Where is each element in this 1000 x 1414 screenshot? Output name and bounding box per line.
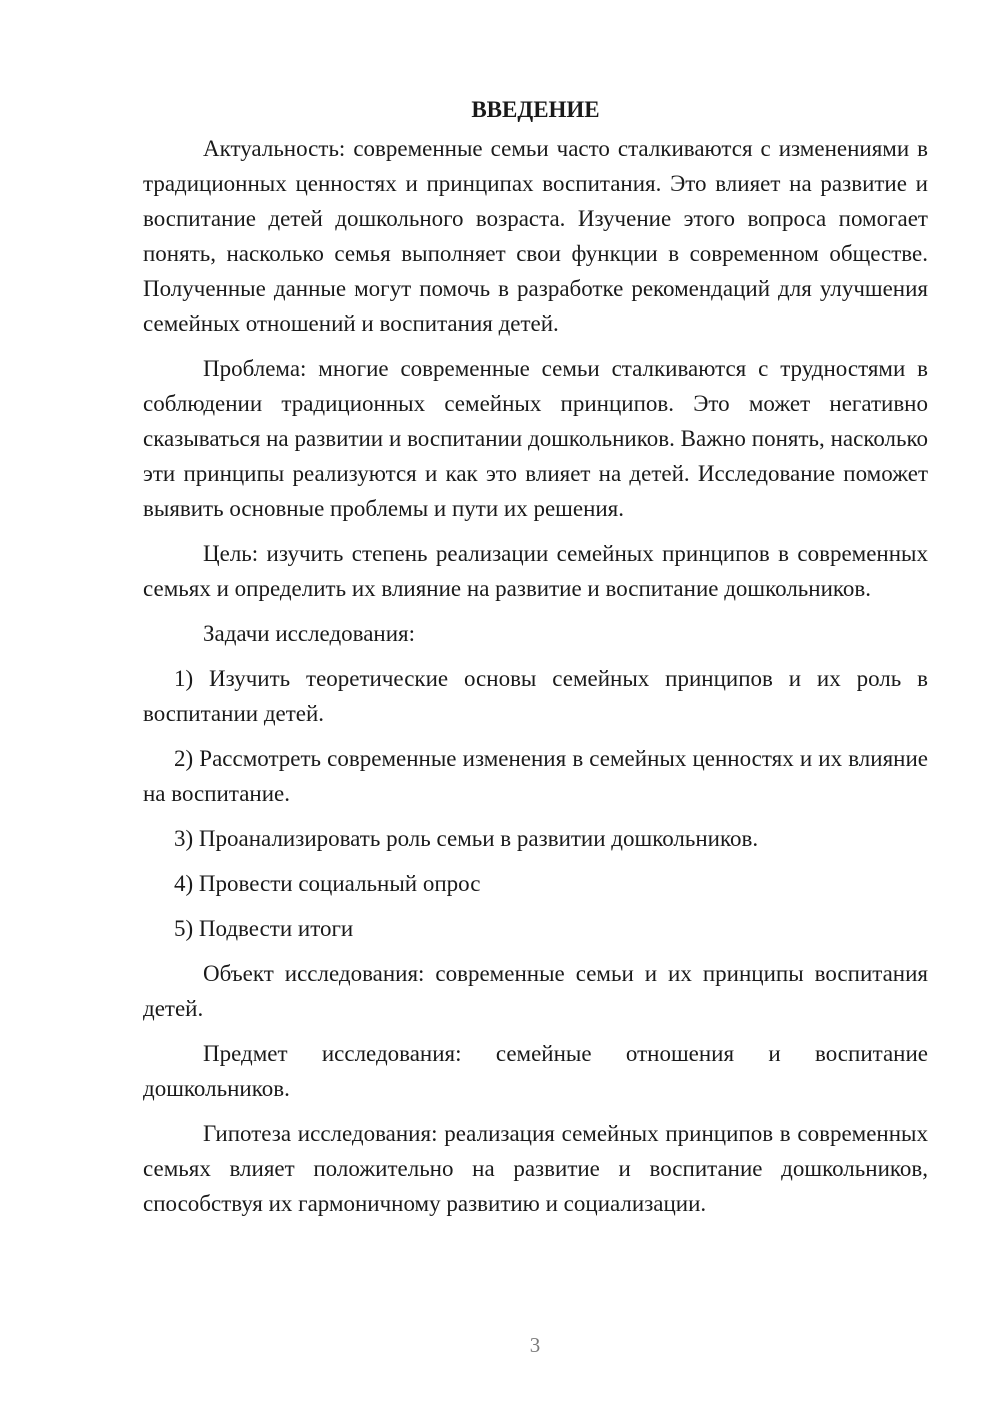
tasks-heading: Задачи исследования: <box>203 621 416 646</box>
task-item: 3) Проанализировать роль семьи в развитии дошкольников. <box>174 826 759 851</box>
goal-paragraph: Цель: изучить степень реализации семейных принципов в современных семьях и определить их влияние на развитие и воспитание дошкольников. <box>143 541 928 601</box>
task-item: 1) Изучить теоретические основы семейных принципов и их роль в воспитании детей. <box>143 666 928 726</box>
hypothesis-paragraph: Гипотеза исследования: реализация семейных принципов в современных семьях влияет положительно на развитие и воспитание дошкольников, способствуя их гармоничному развитию и социализации. <box>143 1121 928 1216</box>
task-item: 4) Провести социальный опрос <box>174 871 481 896</box>
relevance-paragraph: Актуальность: современные семьи часто сталкиваются с изменениями в традиционных ценностях и принципах воспитания. Это влияет на развитие и воспитание детей дошкольного возраста. Изучение этого вопроса помогает понять, насколько семья выполняет свои функции в современном обществе. Полученные данные могут помочь в разработке рекомендаций для улучшения семейных отношений и воспитания детей. <box>143 136 928 336</box>
subject-paragraph: Предмет исследования: семейные отношения и воспитание дошкольников. <box>143 1041 928 1101</box>
page-number: 3 <box>529 1333 541 1357</box>
document-body <box>143 92 928 1231</box>
section-title: ВВЕДЕНИЕ <box>471 97 600 122</box>
problem-paragraph: Проблема: многие современные семьи сталкиваются с трудностями в соблюдении традиционных семейных принципов. Это может негативно сказываться на развитии и воспитании дошкольников. Важно понять, насколько эти принципы реализуются и как это влияет на детей. Исследование поможет выявить основные проблемы и пути их решения. <box>143 356 928 521</box>
task-item: 2) Рассмотреть современные изменения в семейных ценностях и их влияние на воспитание. <box>143 746 928 806</box>
task-item: 5) Подвести итоги <box>174 916 354 941</box>
object-paragraph: Объект исследования: современные семьи и их принципы воспитания детей. <box>143 961 928 1021</box>
